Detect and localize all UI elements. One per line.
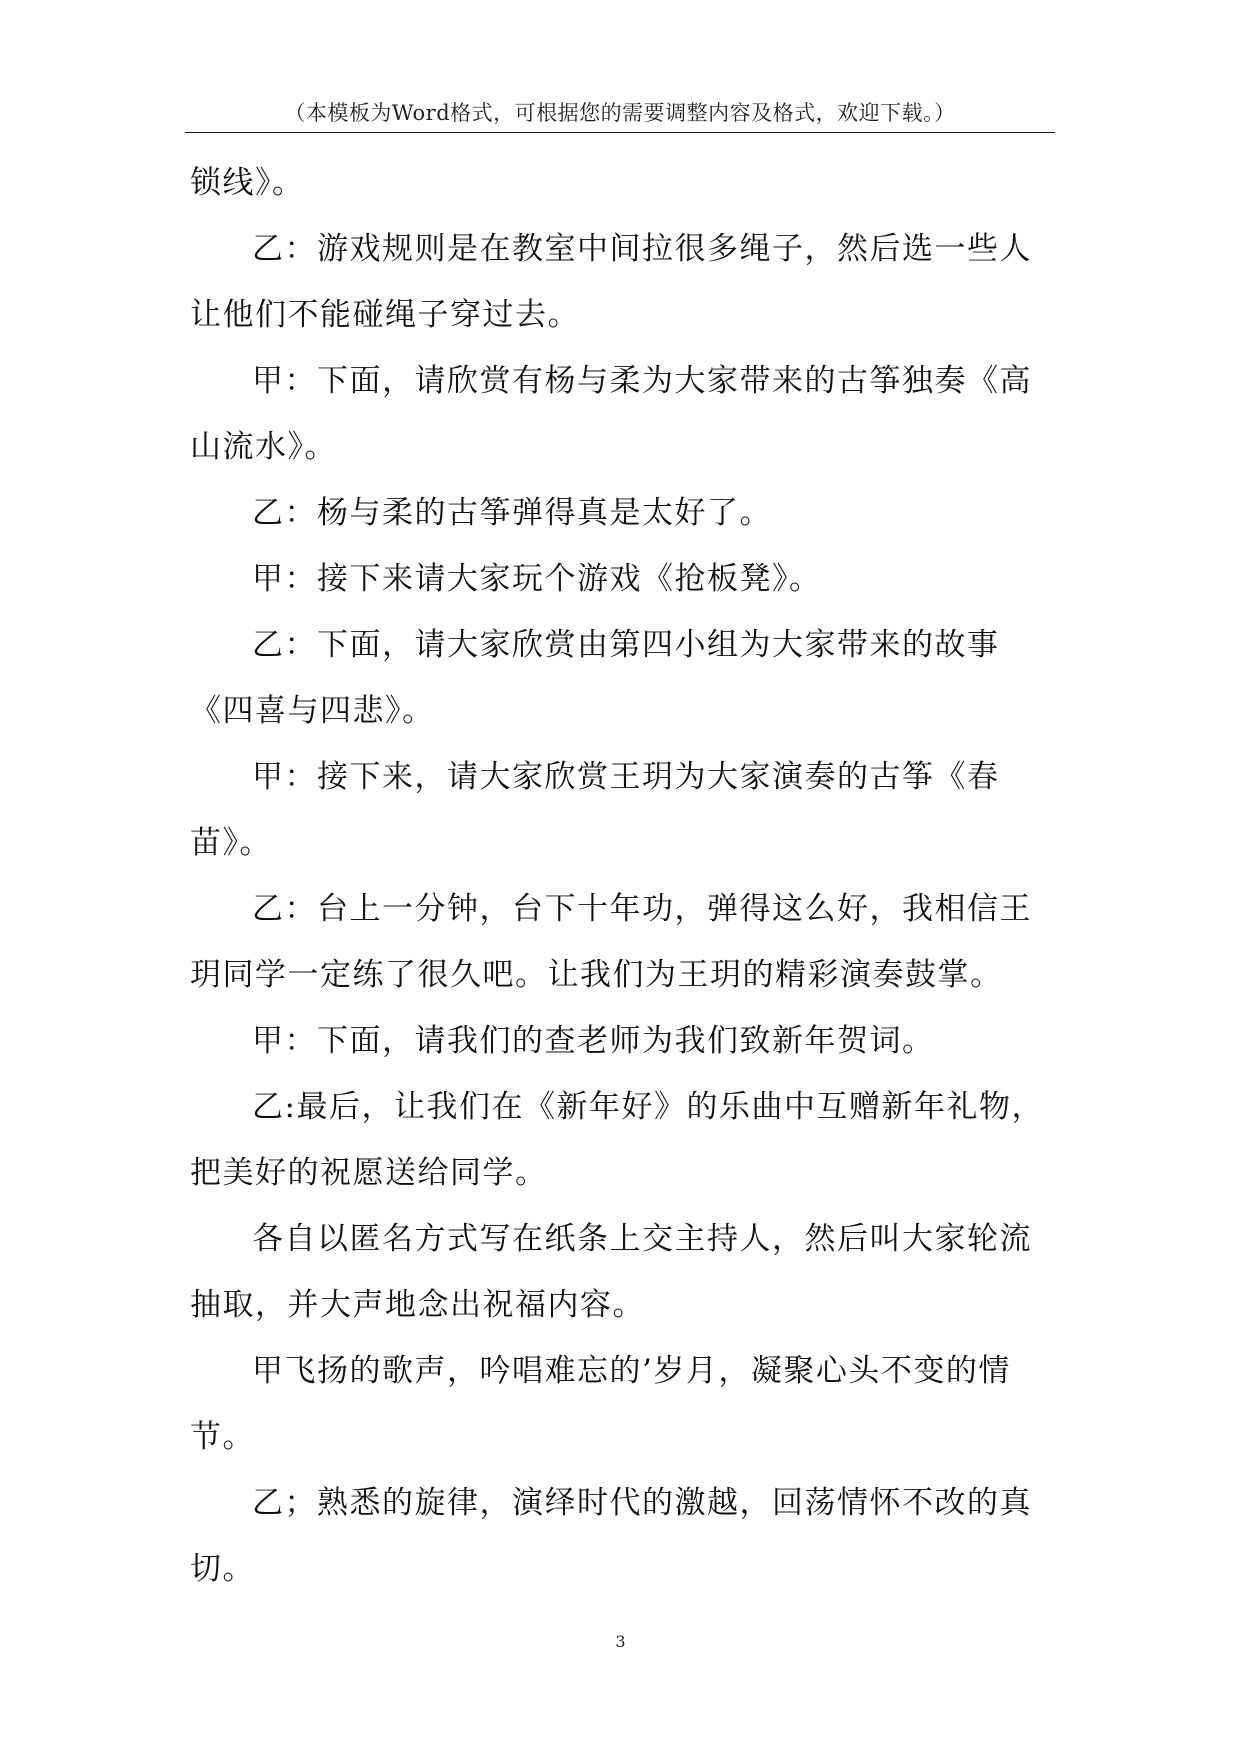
paragraph-6: 乙：下面，请大家欣赏由第四小组为大家带来的故事《四喜与四悲》。 bbox=[190, 627, 1000, 729]
paragraph-9: 甲：下面，请我们的查老师为我们致新年贺词。 bbox=[252, 1023, 935, 1059]
paragraph-12: 甲飞扬的歌声，吟唱难忘的’岁月，凝聚心头不变的情节。 bbox=[190, 1353, 1011, 1455]
paragraph-4: 乙：杨与柔的古筝弹得真是太好了。 bbox=[252, 495, 772, 531]
paragraph-7: 甲：接下来，请大家欣赏王玥为大家演奏的古筝《春苗》。 bbox=[190, 759, 1000, 861]
paragraph-5: 甲：接下来请大家玩个游戏《抢板凳》。 bbox=[252, 561, 822, 597]
paragraph-10: 乙:最后，让我们在《新年好》的乐曲中互赠新年礼物，把美好的祝愿送给同学。 bbox=[190, 1089, 1044, 1191]
page-header: （本模板为Word格式，可根据您的需要调整内容及格式，欢迎下载。） bbox=[185, 98, 1055, 133]
paragraph-11: 各自以匿名方式写在纸条上交主持人，然后叫大家轮流抽取，并大声地念出祝福内容。 bbox=[190, 1221, 1032, 1323]
paragraph-2: 乙：游戏规则是在教室中间拉很多绳子，然后选一些人让他们不能碰绳子穿过去。 bbox=[190, 231, 1032, 333]
paragraph-3: 甲：下面，请欣赏有杨与柔为大家带来的古筝独奏《高山流水》。 bbox=[190, 363, 1032, 465]
paragraph-13: 乙；熟悉的旋律，演绎时代的激越，回荡情怀不改的真切。 bbox=[190, 1485, 1032, 1587]
paragraph-8: 乙：台上一分钟，台下十年功，弹得这么好，我相信王玥同学一定练了很久吧。让我们为王玥的精彩演奏鼓掌。 bbox=[190, 891, 1032, 993]
page-number: 3 bbox=[615, 1632, 626, 1651]
paragraph-1: 锁线》。 bbox=[190, 165, 305, 201]
document-body bbox=[190, 150, 1050, 1602]
